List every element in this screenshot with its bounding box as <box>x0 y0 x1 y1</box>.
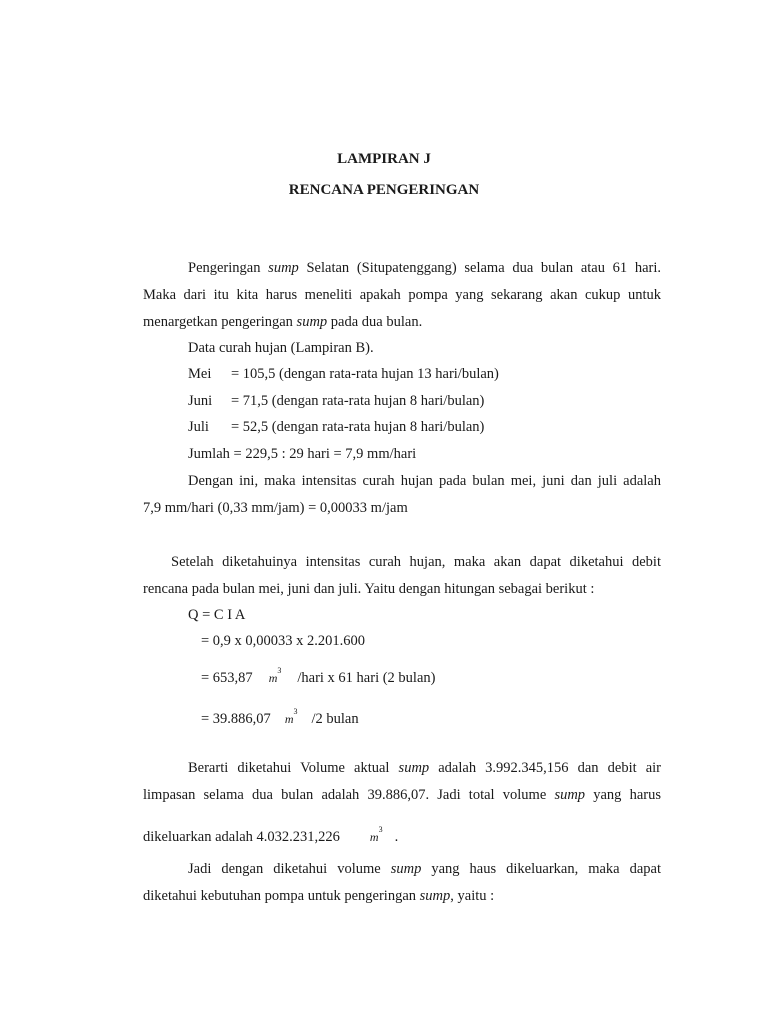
para1-line1: Pengeringan sump Selatan (Situpatenggang) selama dua bulan atau 61 hari. <box>188 260 662 276</box>
para2-line1: Setelah diketahuinya intensitas curah hujan, maka akan dapat diketahui debit <box>171 554 661 570</box>
para1-line2: Maka dari itu kita harus meneliti apakah pompa yang sekarang akan cukup untuk <box>143 287 661 303</box>
para2-line2: rencana pada bulan mei, juni dan juli. Yaitu dengan hitungan sebagai berikut : <box>143 581 595 597</box>
formula-step1: = 0,9 x 0,00033 x 2.201.600 <box>201 633 366 649</box>
rain-row-mei: Mei = 105,5 (dengan rata-rata hujan 13 hari/bulan) <box>188 366 499 382</box>
para3-line3: dikeluarkan adalah 4.032.231,226 $m^3$ . <box>143 825 399 845</box>
unit-m3: $m^3$ <box>268 666 282 685</box>
intensity-line2: 7,9 mm/hari (0,33 mm/jam) = 0,00033 m/jam <box>143 500 408 516</box>
para3-line1: Berarti diketahui Volume aktual sump adalah 3.992.345,156 dan debit air <box>188 760 661 776</box>
para3-line2: limpasan selama dua bulan adalah 39.886,07. Jadi total volume sump yang harus <box>143 787 662 803</box>
para4-line2: diketahui kebutuhan pompa untuk pengeringan sump, yaitu : <box>143 888 495 904</box>
intensity-line1: Dengan ini, maka intensitas curah hujan pada bulan mei, juni dan juli adalah <box>188 473 661 489</box>
formula-step2: = 653,87 $m^3$ /hari x 61 hari (2 bulan) <box>201 666 436 686</box>
page-subtitle: RENCANA PENGERINGAN <box>288 182 480 198</box>
rain-row-juni: Juni = 71,5 (dengan rata-rata hujan 8 hari/bulan) <box>188 393 485 409</box>
page-title: LAMPIRAN J <box>337 151 431 167</box>
unit-m3: $m^3$ <box>369 825 383 844</box>
formula-q: Q = C I A <box>188 607 246 623</box>
formula-step3: = 39.886,07 $m^3$ /2 bulan <box>201 707 359 727</box>
rain-intro: Data curah hujan (Lampiran B). <box>188 340 374 356</box>
para1-line3: menargetkan pengeringan sump pada dua bulan. <box>143 314 423 330</box>
unit-m3: $m^3$ <box>284 707 298 726</box>
rain-total: Jumlah = 229,5 : 29 hari = 7,9 mm/hari <box>188 446 417 462</box>
para4-line1: Jadi dengan diketahui volume sump yang haus dikeluarkan, maka dapat <box>188 861 662 877</box>
rain-row-juli: Juli = 52,5 (dengan rata-rata hujan 8 hari/bulan) <box>188 419 485 435</box>
